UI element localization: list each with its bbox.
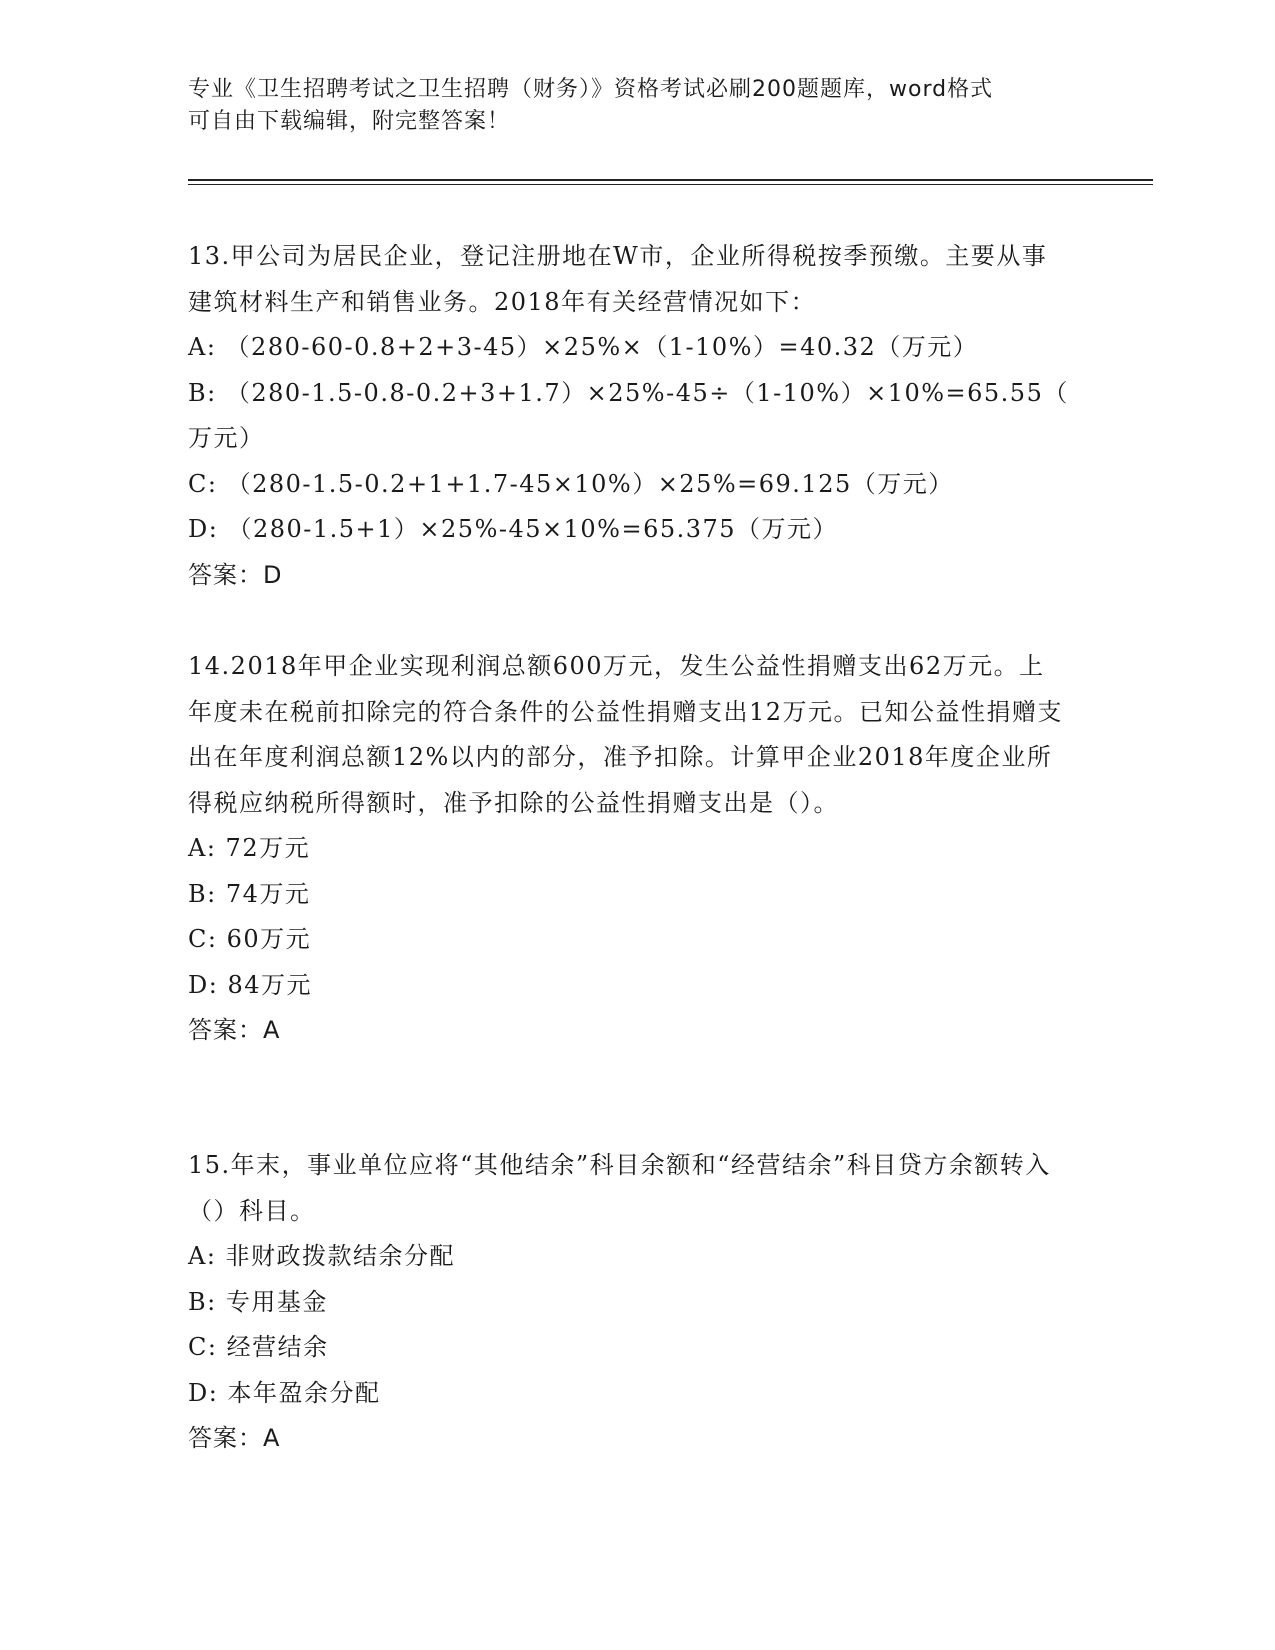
option-a: A: 72万元: [188, 834, 311, 862]
option-a: A: 非财政拨款结余分配: [188, 1242, 456, 1270]
option-d: D: （280-1.5+1）×25%-45×10%=65.375（万元）: [188, 515, 839, 543]
option-c: C: 经营结余: [188, 1333, 329, 1361]
answer: 答案：A: [188, 1424, 281, 1452]
option-b: B: 74万元: [188, 879, 311, 908]
header-divider-thick: [188, 179, 1153, 181]
question-14: [188, 644, 1068, 1054]
question-15: [188, 1143, 1068, 1462]
document-header: [188, 74, 1088, 138]
option-b-continued: 万元）: [188, 424, 265, 452]
question-13: [188, 234, 1068, 598]
option-c: C: （280-1.5-0.2+1+1.7-45×10%）×25%=69.125（万元）: [188, 469, 954, 498]
question-stem: 13.甲公司为居民企业，登记注册地在W市，企业所得税按季预缴。主要从事建筑材料生产和销售业务。2018年有关经营情况如下：: [188, 242, 1048, 316]
option-a: A: （280-60-0.8+2+3-45）×25%×（1-10%）=40.32（万元）: [188, 333, 979, 361]
question-stem: 15.年末，事业单位应将“其他结余”科目余额和“经营结余”科目贷方余额转入（）科目。: [188, 1151, 1051, 1225]
option-c: C: 60万元: [188, 925, 312, 953]
header-divider-thin: [188, 184, 1153, 185]
option-b: B: （280-1.5-0.8-0.2+3+1.7）×25%-45÷（1-10%）×10%=65.55（: [188, 378, 1069, 407]
option-b: B: 专用基金: [188, 1287, 328, 1316]
answer: 答案：D: [188, 560, 283, 589]
option-d: D: 本年盈余分配: [188, 1378, 381, 1407]
header-line-1: 专业《卫生招聘考试之卫生招聘（财务）》资格考试必刷200题题库，word格式: [188, 77, 994, 102]
answer: 答案：A: [188, 1016, 281, 1044]
option-d: D: 84万元: [188, 970, 312, 999]
header-line-2: 可自由下载编辑，附完整答案！: [188, 109, 511, 134]
question-stem: 14.2018年甲企业实现利润总额600万元，发生公益性捐赠支出62万元。上年度未在税前扣除完的符合条件的公益性捐赠支出12万元。已知公益性捐赠支出在年度利润总额12%以内的部分，准予扣除。计算甲企业2018年度企业所得税应纳税所得额时，准予扣除的公益性捐赠支出是（）。: [188, 652, 1064, 817]
